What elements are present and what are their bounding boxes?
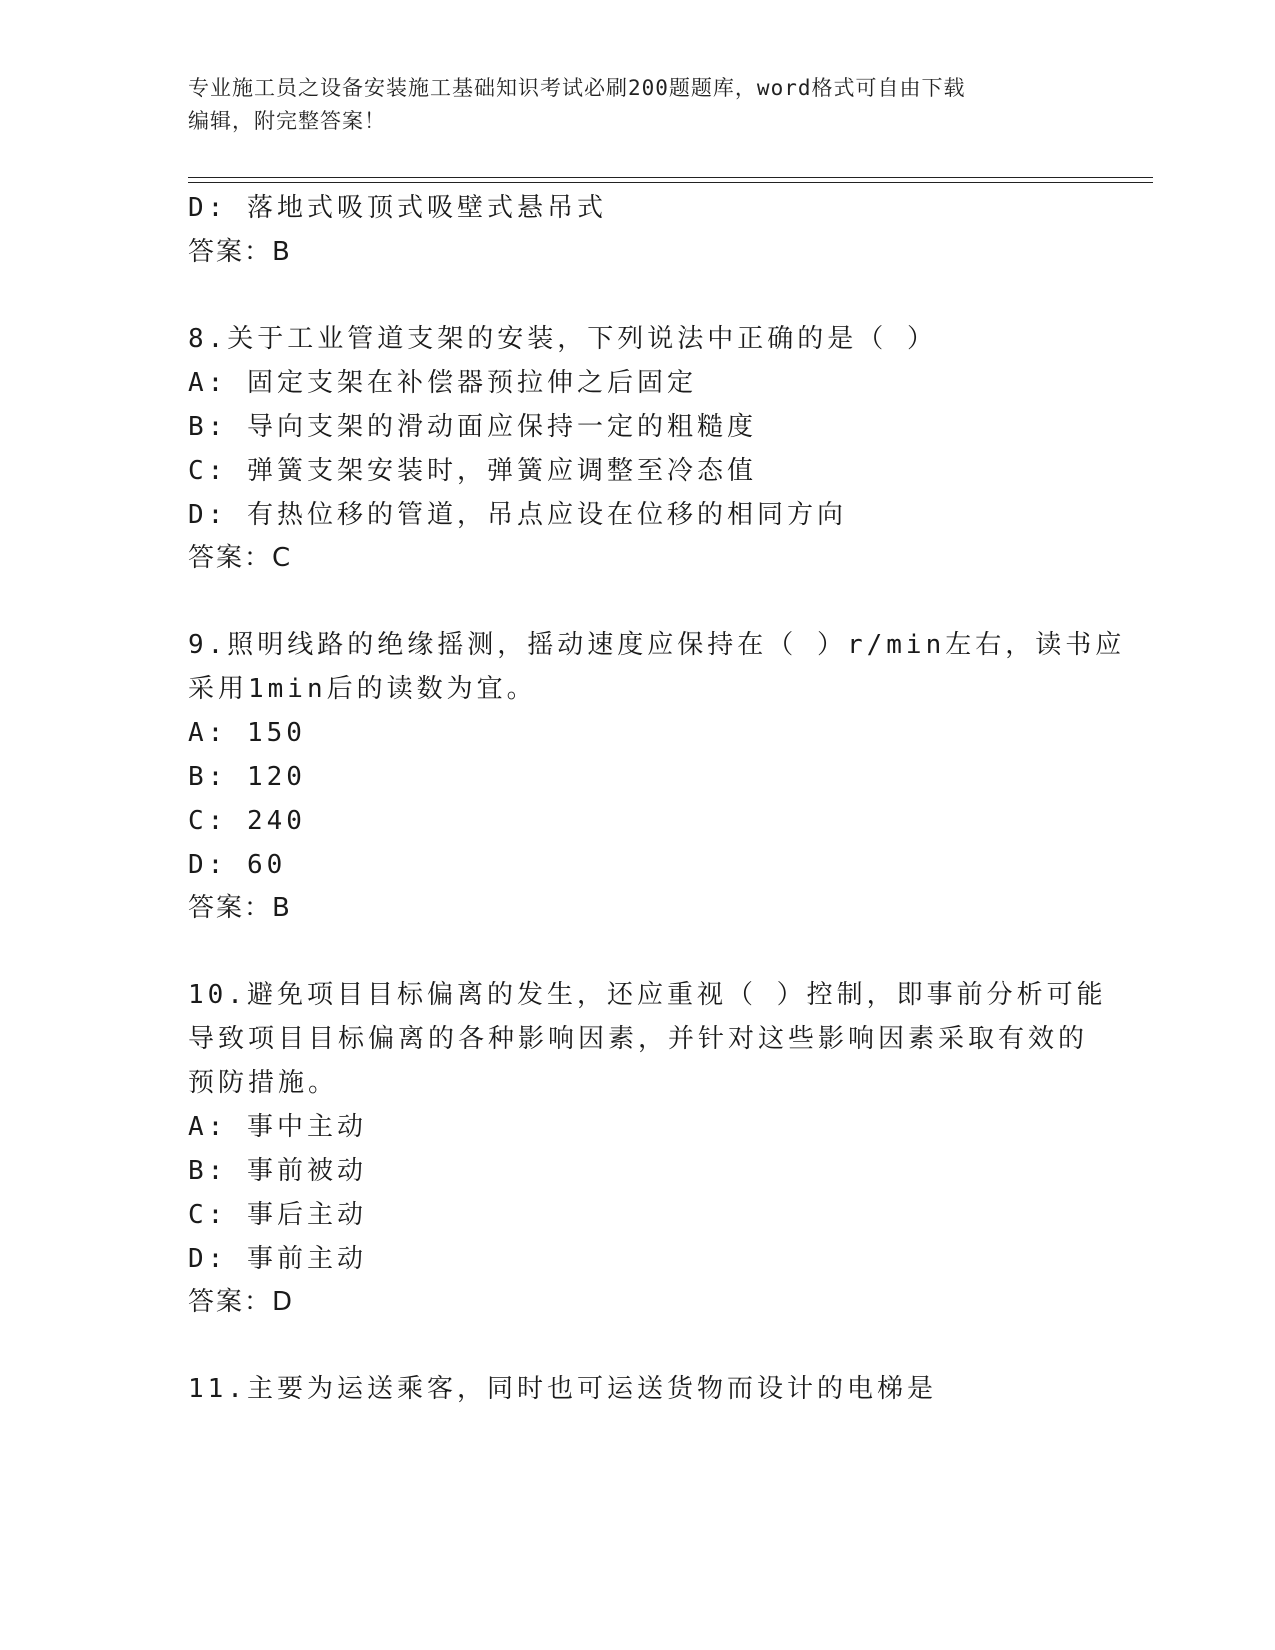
q8-answer: 答案：C: [188, 543, 293, 573]
q8-option-b: B: 导向支架的滑动面应保持一定的粗糙度: [188, 412, 757, 442]
q9-option-d: D: 60: [188, 850, 287, 880]
q8-option-a: A: 固定支架在补偿器预拉伸之后固定: [188, 368, 697, 398]
q9-option-c: C: 240: [188, 806, 306, 836]
q10-option-a: A: 事中主动: [188, 1112, 367, 1142]
q11-stem: 11.主要为运送乘客，同时也可运送货物而设计的电梯是: [188, 1374, 937, 1404]
header-title-line-1: 专业施工员之设备安装施工基础知识考试必刷200题题库，word格式可自由下载: [188, 76, 966, 100]
q10-option-b: B: 事前被动: [188, 1156, 367, 1186]
q10-option-d: D: 事前主动: [188, 1244, 367, 1274]
q8-option-c: C: 弹簧支架安装时，弹簧应调整至冷态值: [188, 456, 757, 486]
q10-stem-line-1: 10.避免项目目标偏离的发生，还应重视（ ）控制，即事前分析可能: [188, 980, 1107, 1010]
q10-option-c: C: 事后主动: [188, 1200, 367, 1230]
q9-option-a: A: 150: [188, 718, 306, 748]
q10-stem-line-2: 导致项目目标偏离的各种影响因素，并针对这些影响因素采取有效的: [188, 1024, 1089, 1054]
q9-option-b: B: 120: [188, 762, 306, 792]
q8-stem: 8.关于工业管道支架的安装，下列说法中正确的是（ ）: [188, 324, 937, 354]
q8-option-d: D: 有热位移的管道，吊点应设在位移的相同方向: [188, 500, 847, 530]
q9-stem-line-2: 采用1min后的读数为宜。: [188, 674, 537, 704]
q9-answer: 答案：B: [188, 893, 292, 923]
prev-answer: 答案：B: [188, 237, 292, 267]
q9-stem-line-1: 9.照明线路的绝缘摇测，摇动速度应保持在（ ）r/min左右，读书应: [188, 630, 1126, 660]
header-divider-bottom: [188, 182, 1153, 183]
q10-stem-line-3: 预防措施。: [188, 1068, 339, 1098]
prev-option-d: D: 落地式吸顶式吸壁式悬吊式: [188, 193, 607, 223]
document-header: [188, 72, 1068, 138]
q10-answer: 答案：D: [188, 1287, 295, 1317]
header-divider-top: [188, 177, 1153, 178]
header-title-line-2: 编辑，附完整答案！: [188, 109, 386, 133]
